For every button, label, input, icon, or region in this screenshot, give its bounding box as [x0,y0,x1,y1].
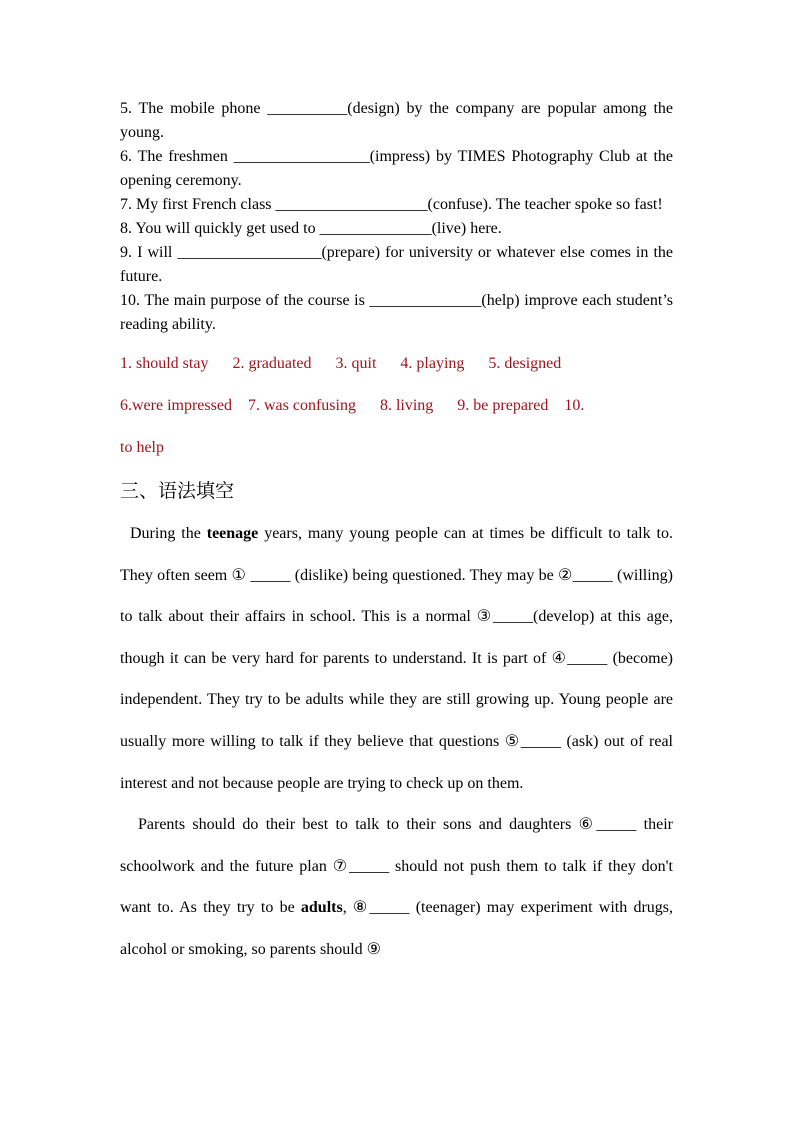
passage-p1-rest: years, many young people can at times be difficult to talk to. They often seem ① _____ (dislike) being questioned. They may be ②_____ (willing) to talk about their affairs in school. This is a normal ③_____(develop) at this age, though it can be very hard for parents to understand. It is part of ④_____ (become) independent. They try to be adults while they are still growing up. Young people are usually more willing to talk if they believe that questions ⑤_____ (ask) out of real interest and not because people are trying to check up on them. [120,525,673,792]
passage-p2-rest: , ⑧_____ (teenager) may experiment with drugs, alcohol or smoking, so parents should ⑨ [120,899,673,958]
answer-line-2: 6.were impressed 7. was confusing 8. living 9. be prepared 10. [120,397,585,414]
passage-p1-bold-word: teenage [206,525,259,542]
passage-paragraph-2 [120,804,673,970]
section-title: 三、语法填空 [120,480,235,502]
question-10: 10. The main purpose of the course is ______________(help) improve each student’s reading ability. [120,292,673,333]
document-page [120,97,673,971]
passage-paragraph-1 [120,513,673,804]
answer-key [120,343,673,469]
question-7: 7. My first French class ___________________(confuse). The teacher spoke so fast! [120,196,663,213]
question-8: 8. You will quickly get used to ______________(live) here. [120,220,502,237]
passage-p1-start: During the [130,525,207,542]
answer-line-1: 1. should stay 2. graduated 3. quit 4. playing 5. designed [120,355,562,372]
answer-line-3: to help [120,439,164,456]
question-6: 6. The freshmen _________________(impress) by TIMES Photography Club at the opening ceremony. [120,148,673,189]
question-list [120,97,673,337]
question-5: 5. The mobile phone __________(design) by the company are popular among the young. [120,100,673,141]
passage-p2-start: Parents should do their best to talk to their sons and daughters ⑥_____ their schoolwork and the future plan ⑦_____ should not push them to talk if they don't want to. As they try to be [120,816,673,917]
question-9: 9. I will __________________(prepare) for university or whatever else comes in the future. [120,244,673,285]
passage-p2-bold-word: adults [300,899,343,917]
